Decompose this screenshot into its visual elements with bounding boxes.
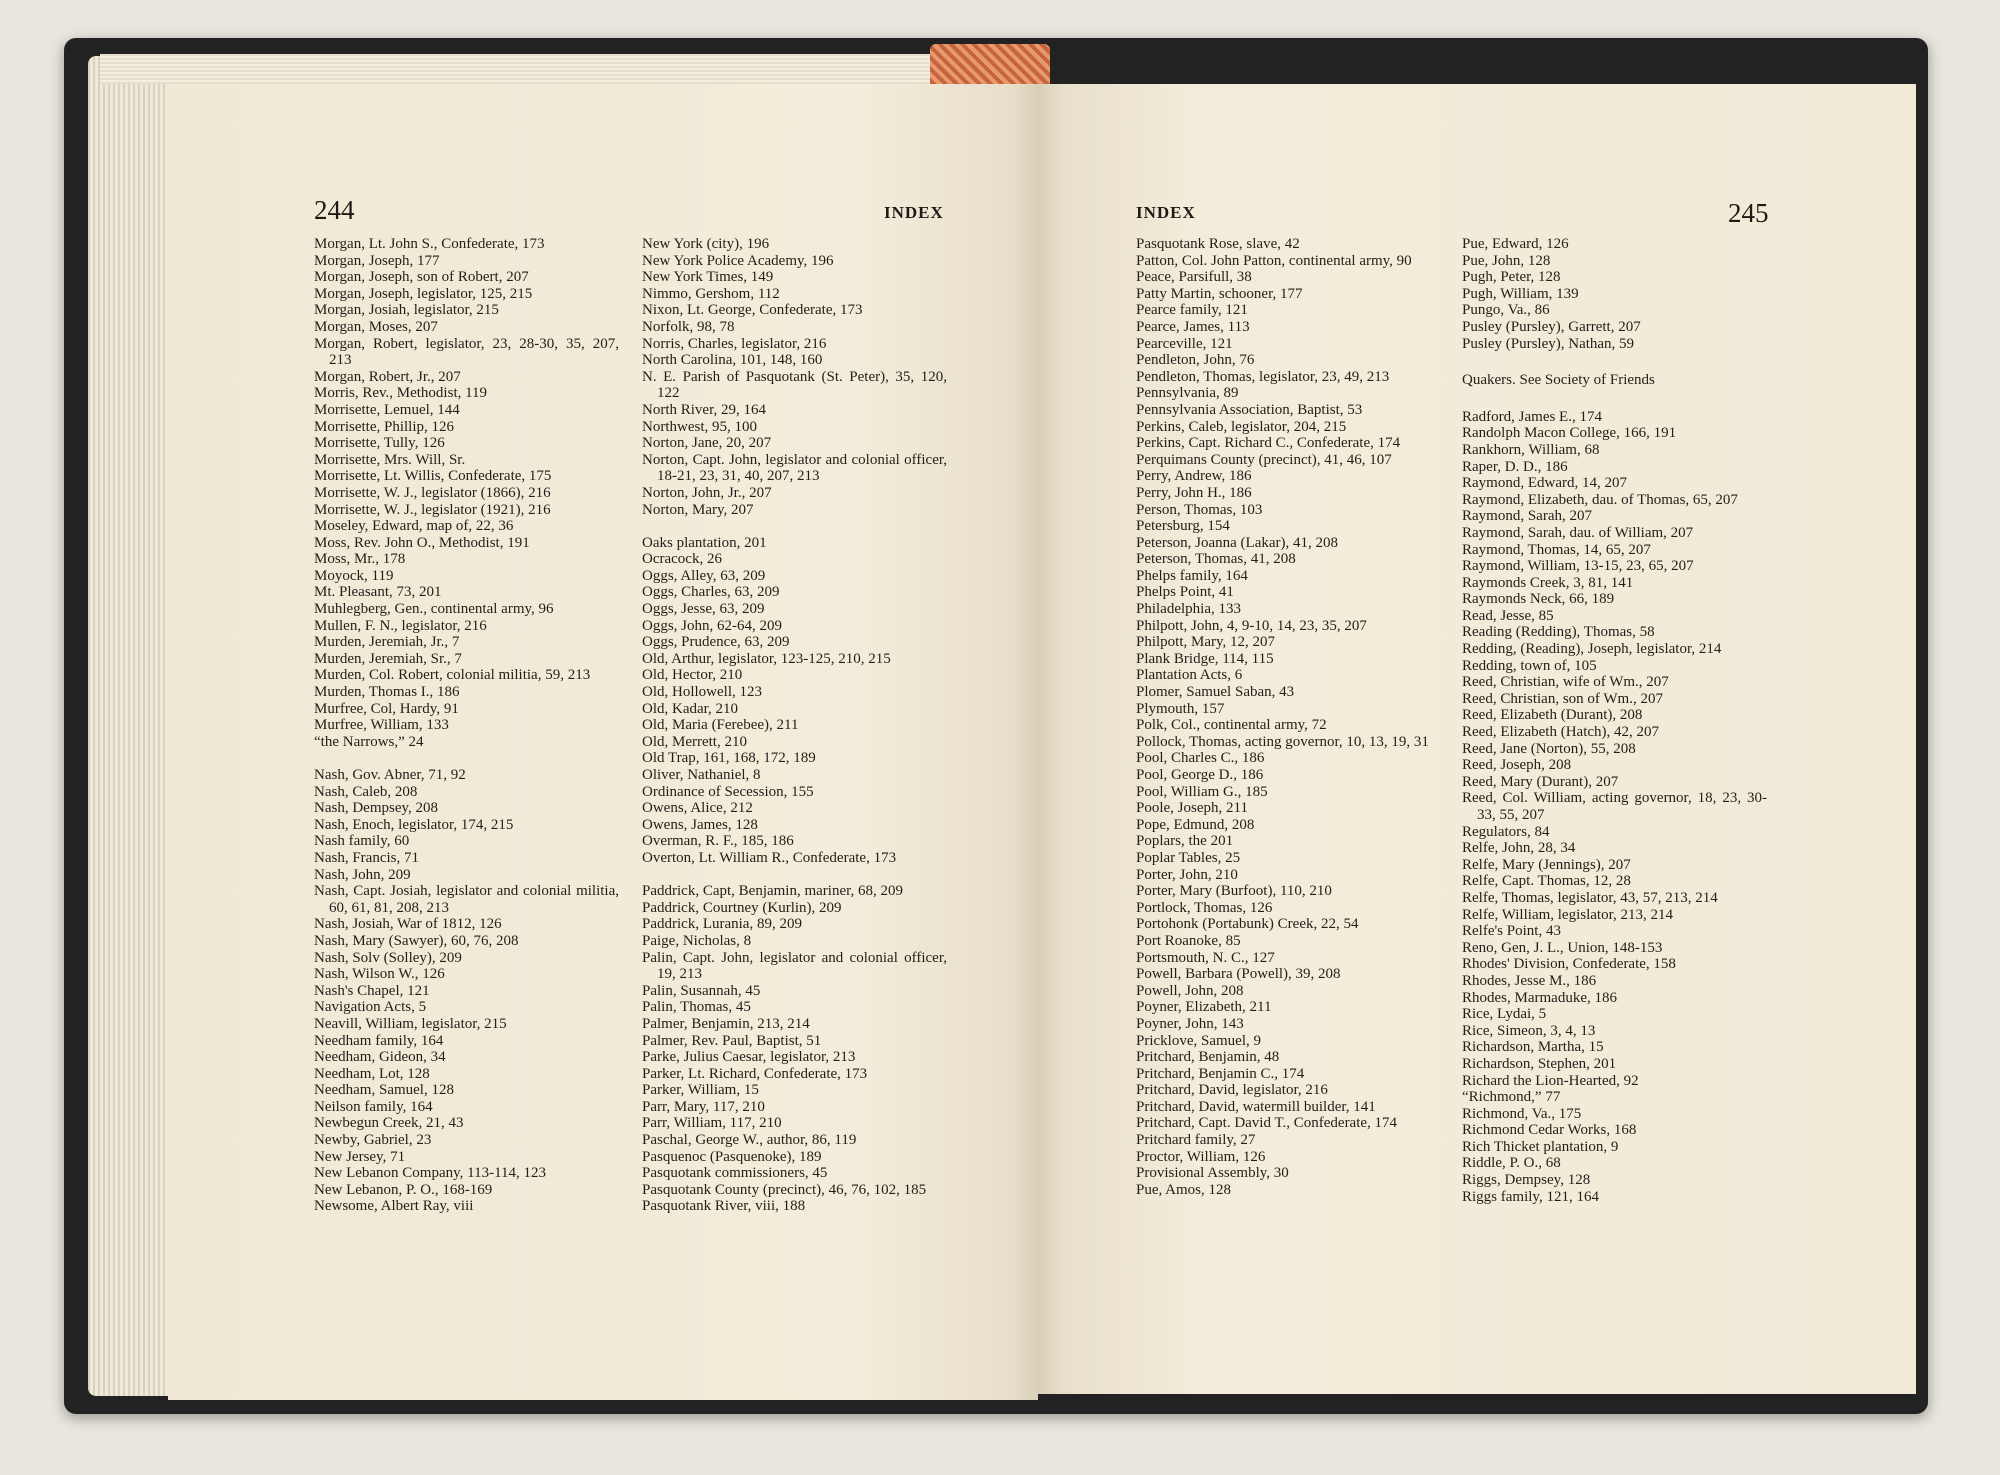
index-entry: Nash, Enoch, legislator, 174, 215 [314,816,514,833]
index-entry: Phelps Point, 41 [1136,584,1234,601]
index-entry: Pope, Edmund, 208 [1136,816,1255,833]
index-entry: Oggs, Prudence, 63, 209 [642,634,790,651]
index-entry: Palin, Susannah, 45 [642,982,761,999]
index-entry: Powell, John, 208 [1136,982,1244,999]
index-entry: Rhodes, Marmaduke, 186 [1462,989,1617,1006]
index-entry: Rich Thicket plantation, 9 [1462,1138,1619,1155]
index-entry: Nash, John, 209 [314,866,411,883]
index-entry: Newby, Gabriel, 23 [314,1132,432,1149]
index-entry: Parker, Lt. Richard, Confederate, 173 [642,1065,868,1082]
index-entry: Riggs, Dempsey, 128 [1462,1172,1591,1189]
index-entry: Rice, Lydai, 5 [1462,1006,1547,1023]
index-entry: Perkins, Caleb, legislator, 204, 215 [1136,418,1347,435]
index-entry: Randolph Macon College, 166, 191 [1462,425,1677,442]
index-entry: “Richmond,” 77 [1462,1089,1561,1106]
index-entry: Murden, Jeremiah, Sr., 7 [314,650,462,667]
index-entry: Palmer, Rev. Paul, Baptist, 51 [642,1032,822,1049]
index-entry: Pennsylvania Association, Baptist, 53 [1136,401,1363,418]
index-entry: Patton, Col. John Patton, continental army, 90 [1136,252,1412,269]
index-entry: Poplars, the 201 [1136,833,1234,850]
index-entry: Pritchard, David, watermill builder, 141 [1136,1098,1376,1115]
index-entry: Portlock, Thomas, 126 [1136,899,1273,916]
page-edges-top [100,54,1030,84]
index-entry: Morgan, Robert, legislator, 23, 28-30, 35, 207, 213 [314,335,619,369]
index-entry: Relfe, William, legislator, 213, 214 [1462,906,1673,923]
index-entry: Quakers. See Society of Friends [1462,372,1655,389]
index-entry: Peace, Parsifull, 38 [1136,269,1252,286]
index-entry: Overton, Lt. William R., Confederate, 173 [642,849,897,866]
index-entry: Radford, James E., 174 [1462,408,1602,425]
index-entry: Pue, Amos, 128 [1136,1181,1232,1198]
index-entry: Pennsylvania, 89 [1136,385,1239,402]
index-entry: Old, Arthur, legislator, 123-125, 210, 215 [642,650,891,667]
index-entry: Relfe's Point, 43 [1462,923,1561,940]
index-entry: Plantation Acts, 6 [1136,667,1243,684]
index-entry: Mt. Pleasant, 73, 201 [314,584,442,601]
index-entry: Muhlegberg, Gen., continental army, 96 [314,601,554,618]
index-entry: Parr, William, 117, 210 [642,1115,782,1132]
index-entry: Poyner, Elizabeth, 211 [1136,999,1272,1016]
index-entry: Plymouth, 157 [1136,700,1225,717]
index-entry: Old Trap, 161, 168, 172, 189 [642,750,816,767]
index-entry: New York Times, 149 [642,269,774,286]
index-entry: Relfe, Capt. Thomas, 12, 28 [1462,873,1631,890]
index-entry: Parker, William, 15 [642,1082,759,1099]
index-entry: Perquimans County (precinct), 41, 46, 107 [1136,451,1392,468]
index-entry: Reed, Elizabeth (Durant), 208 [1462,707,1643,724]
index-entry: Reed, Christian, wife of Wm., 207 [1462,674,1669,691]
index-entry: Pritchard, Capt. David T., Confederate, 174 [1136,1115,1398,1132]
right-page-number: 245 [1728,198,1769,228]
index-entry: Ocracock, 26 [642,551,722,568]
index-entry: Nixon, Lt. George, Confederate, 173 [642,302,863,319]
index-entry: Philpott, John, 4, 9-10, 14, 23, 35, 207 [1136,617,1367,634]
index-entry: Pasquotank Rose, slave, 42 [1136,236,1300,252]
index-entry: Relfe, Thomas, legislator, 43, 57, 213, 214 [1462,889,1718,906]
index-entry: Poplar Tables, 25 [1136,849,1241,866]
left-index-column-2 [642,236,947,1215]
index-entry: Relfe, John, 28, 34 [1462,840,1576,857]
index-entry: Old, Kadar, 210 [642,700,739,717]
index-entry: Plank Bridge, 114, 115 [1136,650,1274,667]
index-entry: Norfolk, 98, 78 [642,318,735,335]
index-entry: North Carolina, 101, 148, 160 [642,352,823,369]
index-entry: Raymonds Neck, 66, 189 [1462,591,1615,608]
index-entry: Peterson, Thomas, 41, 208 [1136,551,1296,568]
index-entry: Needham, Samuel, 128 [314,1082,454,1099]
index-entry: Pritchard family, 27 [1136,1132,1256,1149]
index-entry: Richmond Cedar Works, 168 [1462,1122,1637,1139]
right-index-column-1 [1136,236,1441,1198]
index-entry: Old, Merrett, 210 [642,733,747,750]
index-entry: Moss, Rev. John O., Methodist, 191 [314,534,530,551]
index-entry: Perry, Andrew, 186 [1136,468,1252,485]
index-entry: Pritchard, Benjamin, 48 [1136,1049,1280,1066]
index-entry: Northwest, 95, 100 [642,418,757,435]
index-entry: Palmer, Benjamin, 213, 214 [642,1015,810,1032]
index-entry: Relfe, Mary (Jennings), 207 [1462,856,1631,873]
index-entry: Morrisette, W. J., legislator (1866), 216 [314,484,551,501]
index-entry: Morgan, Joseph, son of Robert, 207 [314,269,529,286]
index-entry: Reno, Gen, J. L., Union, 148-153 [1462,939,1663,956]
index-entry: Richmond, Va., 175 [1462,1105,1582,1122]
index-entry: Pue, Edward, 126 [1462,236,1569,252]
index-entry: Newsome, Albert Ray, viii [314,1198,474,1215]
index-entry: Newbegun Creek, 21, 43 [314,1115,464,1132]
index-entry: Paddrick, Courtney (Kurlin), 209 [642,899,842,916]
index-entry: Morrisette, Lt. Willis, Confederate, 175 [314,468,552,485]
index-entry: N. E. Parish of Pasquotank (St. Peter), 35, 120, 122 [642,368,947,402]
index-entry: Needham family, 164 [314,1032,444,1049]
index-entry: Reed, Joseph, 208 [1462,757,1572,774]
index-entry: Norton, Mary, 207 [642,501,754,518]
index-entry: Nash, Gov. Abner, 71, 92 [314,767,466,783]
index-entry: Person, Thomas, 103 [1136,501,1263,518]
index-entry: Oaks plantation, 201 [642,534,767,551]
index-entry: Old, Maria (Ferebee), 211 [642,717,799,734]
index-entry: Rhodes, Jesse M., 186 [1462,972,1597,989]
index-entry: Oggs, John, 62-64, 209 [642,617,783,634]
index-entry: Owens, Alice, 212 [642,800,753,817]
index-entry: Raymond, Edward, 14, 207 [1462,475,1627,492]
index-entry: Needham, Gideon, 34 [314,1049,446,1066]
index-entry: Murden, Thomas I., 186 [314,684,460,701]
index-entry: Regulators, 84 [1462,823,1550,840]
index-entry: Morrisette, Tully, 126 [314,435,445,452]
index-entry: Murden, Jeremiah, Jr., 7 [314,634,460,651]
index-entry: Ordinance of Secession, 155 [642,783,814,800]
index-entry: Neilson family, 164 [314,1098,433,1115]
index-entry: Raymond, Thomas, 14, 65, 207 [1462,541,1651,558]
index-entry: Pool, George D., 186 [1136,767,1264,783]
index-entry: Raymond, Sarah, 207 [1462,508,1592,525]
index-entry: Pool, William G., 185 [1136,783,1268,800]
index-entry: Pasquotank River, viii, 188 [642,1198,806,1215]
index-entry: Powell, Barbara (Powell), 39, 208 [1136,966,1341,983]
index-entry: Nash's Chapel, 121 [314,982,430,999]
index-entry: New Jersey, 71 [314,1148,406,1165]
index-entry: Reed, Elizabeth (Hatch), 42, 207 [1462,724,1660,741]
index-entry: Morrisette, Mrs. Will, Sr. [314,451,466,468]
index-entry: North River, 29, 164 [642,401,766,418]
index-entry: Moss, Mr., 178 [314,551,406,568]
index-entry: Morgan, Josiah, legislator, 215 [314,302,499,319]
index-entry: Old, Hollowell, 123 [642,684,762,701]
index-entry: Nimmo, Gershom, 112 [642,285,780,302]
index-entry: Norton, John, Jr., 207 [642,484,772,501]
index-entry: Perry, John H., 186 [1136,484,1252,501]
index-entry: Pendleton, John, 76 [1136,352,1255,369]
index-entry: Raymonds Creek, 3, 81, 141 [1462,574,1634,591]
index-entry: Raymond, Sarah, dau. of William, 207 [1462,524,1694,541]
index-entry: Phelps family, 164 [1136,567,1248,584]
index-entry: Raymond, Elizabeth, dau. of Thomas, 65, 207 [1462,491,1738,508]
index-entry: Pricklove, Samuel, 9 [1136,1032,1261,1049]
index-entry: Oggs, Alley, 63, 209 [642,567,766,584]
index-entry: Paige, Nicholas, 8 [642,932,752,949]
index-entry: Philadelphia, 133 [1136,601,1241,618]
index-entry: Pasquotank commissioners, 45 [642,1165,828,1182]
index-entry: Reading (Redding), Thomas, 58 [1462,624,1655,641]
index-entry: Murfree, Col, Hardy, 91 [314,700,459,717]
index-entry: Proctor, William, 126 [1136,1148,1266,1165]
index-entry: Owens, James, 128 [642,816,758,833]
left-index-column-1 [314,236,619,1215]
index-entry: Navigation Acts, 5 [314,999,427,1016]
index-entry: Porter, John, 210 [1136,866,1238,883]
index-entry: Reed, Jane (Norton), 55, 208 [1462,740,1636,757]
index-entry: Richard the Lion-Hearted, 92 [1462,1072,1639,1089]
index-entry: Reed, Christian, son of Wm., 207 [1462,690,1663,707]
index-entry: Pasquenoc (Pasquenoke), 189 [642,1148,822,1165]
index-entry: Paschal, George W., author, 86, 119 [642,1132,857,1149]
index-entry: Morgan, Robert, Jr., 207 [314,368,461,385]
index-entry: Norton, Jane, 20, 207 [642,435,772,452]
index-entry: Pritchard, Benjamin C., 174 [1136,1065,1305,1082]
right-index-column-2 [1462,236,1767,1205]
index-entry: Read, Jesse, 85 [1462,607,1554,624]
index-entry: Portohonk (Portabunk) Creek, 22, 54 [1136,916,1359,933]
right-running-head: INDEX [1136,203,1196,222]
index-entry: Morgan, Joseph, legislator, 125, 215 [314,285,533,302]
index-entry: Murden, Col. Robert, colonial militia, 59, 213 [314,667,591,684]
index-entry: Paddrick, Lurania, 89, 209 [642,916,802,933]
index-entry: Morrisette, W. J., legislator (1921), 216 [314,501,551,518]
index-entry: Oggs, Jesse, 63, 209 [642,601,765,618]
index-entry: Moyock, 119 [314,567,394,584]
left-running-head: INDEX [884,203,944,222]
index-entry: Pue, John, 128 [1462,252,1551,269]
index-entry: Pusley (Pursley), Nathan, 59 [1462,335,1635,352]
index-entry: Morrisette, Lemuel, 144 [314,401,460,418]
index-entry: Peterson, Joanna (Lakar), 41, 208 [1136,534,1339,551]
index-entry: Port Roanoke, 85 [1136,932,1241,949]
index-entry: Nash, Josiah, War of 1812, 126 [314,916,502,933]
index-entry: Morgan, Joseph, 177 [314,252,440,269]
index-entry: Porter, Mary (Burfoot), 110, 210 [1136,883,1332,900]
index-entry: Pearce, James, 113 [1136,318,1250,335]
index-entry: Nash, Caleb, 208 [314,783,418,800]
index-entry: Nash, Francis, 71 [314,849,419,866]
index-entry: “the Narrows,” 24 [314,733,424,750]
index-entry: Murfree, William, 133 [314,717,449,734]
index-entry: Pugh, William, 139 [1462,285,1579,302]
index-entry: Nash, Mary (Sawyer), 60, 76, 208 [314,932,519,949]
index-entry: Morris, Rev., Methodist, 119 [314,385,488,402]
index-entry: Portsmouth, N. C., 127 [1136,949,1275,966]
index-entry: Riggs family, 121, 164 [1462,1188,1599,1205]
index-entry: Morgan, Lt. John S., Confederate, 173 [314,236,545,252]
index-entry: New Lebanon, P. O., 168-169 [314,1181,493,1198]
index-entry: Redding, town of, 105 [1462,657,1597,674]
index-entry: Rhodes' Division, Confederate, 158 [1462,956,1676,973]
index-entry: Nash, Capt. Josiah, legislator and colonial militia, 60, 61, 81, 208, 213 [314,883,619,916]
index-entry: Parke, Julius Caesar, legislator, 213 [642,1049,856,1066]
index-entry: Reed, Mary (Durant), 207 [1462,773,1619,790]
index-entry: Pollock, Thomas, acting governor, 10, 13, 19, 31 [1136,733,1429,750]
index-entry: Palin, Thomas, 45 [642,999,751,1016]
index-entry: Reed, Col. William, acting governor, 18, 23, 30-33, 55, 207 [1462,790,1767,823]
index-entry: Richardson, Stephen, 201 [1462,1055,1617,1072]
index-entry: Polk, Col., continental army, 72 [1136,717,1327,734]
index-entry: Provisional Assembly, 30 [1136,1165,1289,1182]
index-entry: Perkins, Capt. Richard C., Confederate, 174 [1136,435,1401,452]
index-entry: Pendleton, Thomas, legislator, 23, 49, 213 [1136,368,1390,385]
index-entry: Morrisette, Phillip, 126 [314,418,454,435]
index-entry: New Lebanon Company, 113-114, 123 [314,1165,547,1182]
index-entry: Pool, Charles C., 186 [1136,750,1265,767]
index-entry: Oliver, Nathaniel, 8 [642,767,761,783]
index-entry: Parr, Mary, 117, 210 [642,1098,765,1115]
index-entry: Philpott, Mary, 12, 207 [1136,634,1276,651]
index-entry: Poyner, John, 143 [1136,1015,1244,1032]
index-entry: Pasquotank County (precinct), 46, 76, 102, 185 [642,1181,927,1198]
index-entry: Pugh, Peter, 128 [1462,269,1561,286]
index-entry: Rankhorn, William, 68 [1462,441,1600,458]
index-entry: Pearce family, 121 [1136,302,1248,319]
index-entry: Petersburg, 154 [1136,518,1230,535]
index-entry: Norton, Capt. John, legislator and colonial officer, 18-21, 23, 31, 40, 207, 213 [642,451,947,485]
index-entry: Paddrick, Capt, Benjamin, mariner, 68, 209 [642,883,904,900]
index-entry: Rice, Simeon, 3, 4, 13 [1462,1022,1596,1039]
index-entry: Mullen, F. N., legislator, 216 [314,617,487,634]
index-entry: Pearceville, 121 [1136,335,1233,352]
left-page-number: 244 [314,195,355,225]
index-entry: Pungo, Va., 86 [1462,302,1550,319]
index-entry: Riddle, P. O., 68 [1462,1155,1561,1172]
index-entry: Nash family, 60 [314,833,410,850]
index-entry: Redding, (Reading), Joseph, legislator, 214 [1462,641,1722,658]
index-entry: Pusley (Pursley), Garrett, 207 [1462,318,1641,335]
index-entry: Overman, R. F., 185, 186 [642,833,794,850]
index-entry: Moseley, Edward, map of, 22, 36 [314,518,514,535]
index-entry: Raymond, William, 13-15, 23, 65, 207 [1462,558,1694,575]
index-entry: Neavill, William, legislator, 215 [314,1015,507,1032]
index-entry: Raper, D. D., 186 [1462,458,1568,475]
index-entry: Poole, Joseph, 211 [1136,800,1248,817]
index-entry: New York Police Academy, 196 [642,252,834,269]
index-entry: Needham, Lot, 128 [314,1065,430,1082]
index-entry: Nash, Dempsey, 208 [314,800,439,817]
index-entry: Morgan, Moses, 207 [314,318,438,335]
index-entry: Pritchard, David, legislator, 216 [1136,1082,1328,1099]
index-entry: Oggs, Charles, 63, 209 [642,584,780,601]
index-entry: Old, Hector, 210 [642,667,743,684]
index-entry: Plomer, Samuel Saban, 43 [1136,684,1295,701]
index-entry: New York (city), 196 [642,236,770,252]
index-entry: Patty Martin, schooner, 177 [1136,285,1303,302]
index-entry: Nash, Wilson W., 126 [314,966,445,983]
index-entry: Richardson, Martha, 15 [1462,1039,1604,1056]
index-entry: Nash, Solv (Solley), 209 [314,949,462,966]
index-entry: Norris, Charles, legislator, 216 [642,335,827,352]
index-entry: Palin, Capt. John, legislator and colonial officer, 19, 213 [642,949,947,983]
